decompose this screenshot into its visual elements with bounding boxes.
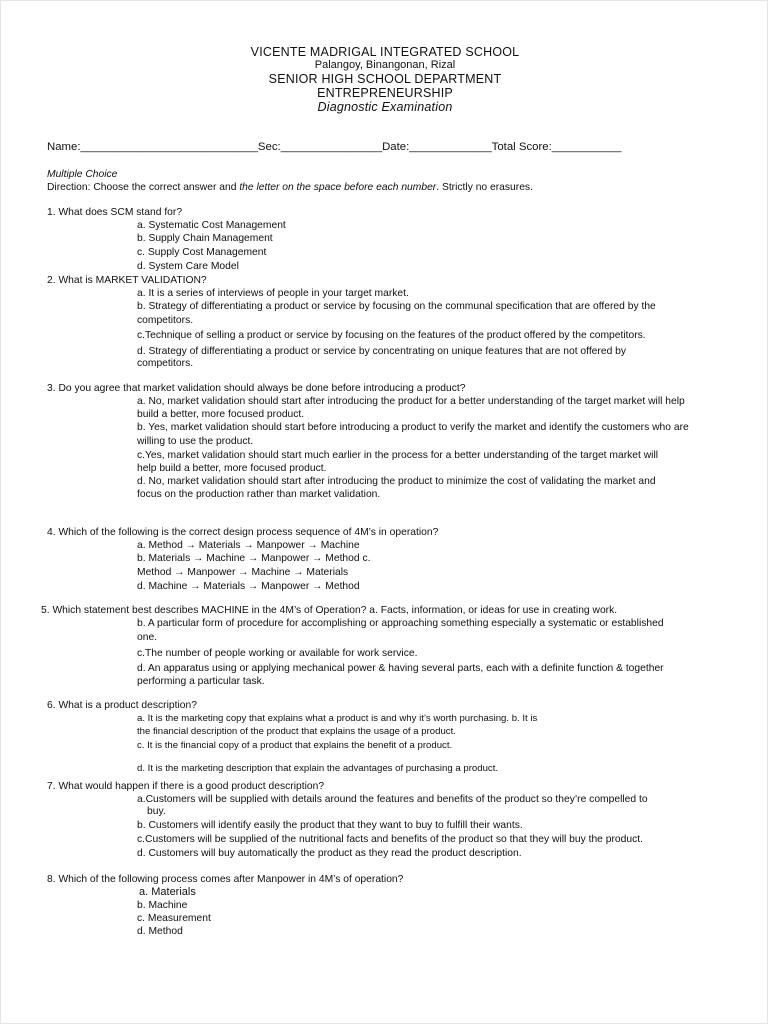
q8-option-c: c. Measurement	[137, 913, 211, 924]
q7-option-a: a.Customers will be supplied with details around the features and benefits of the product so they’re compelled to	[137, 794, 648, 805]
q4-option-d: d. Machine → Materials → Manpower → Method	[137, 581, 360, 592]
q2-option-d-cont: competitors.	[137, 358, 194, 369]
q3-option-a-cont: build a better, more focused product.	[137, 409, 305, 420]
q6-option-c: c. It is the financial copy of a product that explains the benefit of a product.	[137, 740, 453, 751]
q3-option-d-cont: focus on the production rather than market validation.	[137, 489, 381, 500]
q8-option-a: a. Materials	[139, 886, 196, 898]
q3-option-d: d. No, market validation should start after introducing the product to minimize the cost of validating the market and	[137, 476, 656, 487]
department-title: SENIOR HIGH SCHOOL DEPARTMENT	[268, 72, 502, 86]
q6-option-d: d. It is the marketing description that explain the advantages of purchasing a product.	[137, 763, 499, 774]
q3-option-c-cont: help build a better, more focused product.	[137, 463, 327, 474]
q1-option-b: b. Supply Chain Management	[137, 233, 273, 244]
q5-option-b: b. A particular form of procedure for accomplishing or approaching something especially a systematic or established	[137, 618, 664, 629]
q2-option-c: c.Technique of selling a product or service by focusing on the features of the product offered by the competitors.	[137, 330, 646, 341]
q3-option-b: b. Yes, market validation should start before introducing a product to verify the market and identify the customers who are	[137, 422, 689, 433]
q2-option-a: a. It is a series of interviews of people in your target market.	[137, 288, 409, 299]
q5-stem: 5. Which statement best describes MACHINE in the 4M’s of Operation? a. Facts, information, or ideas for use in creating work.	[41, 605, 618, 616]
q5-option-b-cont: one.	[137, 632, 158, 643]
school-name: VICENTE MADRIGAL INTEGRATED SCHOOL	[250, 45, 520, 59]
q2-stem: 2. What is MARKET VALIDATION?	[47, 275, 207, 286]
q1-option-d: d. System Care Model	[137, 261, 239, 272]
q2-option-d: d. Strategy of differentiating a product or service by concentrating on unique features that are not offered by	[137, 346, 627, 357]
q4-option-c: Method → Manpower → Machine → Materials	[137, 567, 349, 578]
q3-stem: 3. Do you agree that market validation should always be done before introducing a product?	[47, 383, 466, 394]
q6-stem: 6. What is a product description?	[47, 700, 197, 711]
q5-option-c: c.The number of people working or available for work service.	[137, 648, 418, 659]
q2-option-b: b. Strategy of differentiating a product or service by focusing on the communal specification that are offered by the	[137, 301, 656, 312]
q8-option-b: b. Machine	[137, 900, 188, 911]
student-fields: Name:____________________________Sec:________________Date:_____________Total Score:___________	[47, 141, 622, 153]
q3-option-b-cont: willing to use the product.	[137, 436, 254, 447]
q7-option-a-cont: buy.	[147, 806, 166, 817]
subject-title: ENTREPRENEURSHIP	[317, 86, 453, 100]
q7-option-b: b. Customers will identify easily the product that they want to buy to fulfill their wants.	[137, 820, 523, 831]
school-address: Palangoy, Binangonan, Rizal	[314, 59, 456, 71]
q3-option-c: c.Yes, market validation should start much earlier in the process for a better understanding of the target market will	[137, 450, 659, 461]
q4-stem: 4. Which of the following is the correct design process sequence of 4M’s in operation?	[47, 527, 439, 538]
q7-option-c: c.Customers will be supplied of the nutritional facts and benefits of the product so that they will buy the product.	[137, 834, 643, 845]
q1-stem: 1. What does SCM stand for?	[47, 207, 183, 218]
q8-stem: 8. Which of the following process comes after Manpower in 4M’s of operation?	[47, 874, 404, 885]
q1-option-a: a. Systematic Cost Management	[137, 220, 286, 231]
q5-option-d-cont: performing a particular task.	[137, 676, 265, 687]
q6-option-a: a. It is the marketing copy that explains what a product is and why it’s worth purchasing. b. It is	[137, 713, 538, 724]
q4-option-a: a. Method → Materials → Manpower → Machine	[137, 540, 360, 551]
q7-option-d: d. Customers will buy automatically the product as they read the product description.	[137, 848, 522, 859]
q1-option-c: c. Supply Cost Management	[137, 247, 267, 258]
exam-title: Diagnostic Examination	[317, 100, 453, 114]
q5-option-d: d. An apparatus using or applying mechanical power & having several parts, each with a definite function & together	[137, 663, 664, 674]
directions: Direction: Choose the correct answer and the letter on the space before each number. Strictly no erasures.	[47, 182, 533, 193]
q4-option-b: b. Materials → Machine → Manpower → Method c.	[137, 553, 371, 564]
q3-option-a: a. No, market validation should start after introducing the product for a better understanding of the target market will help	[137, 396, 685, 407]
test-type: Multiple Choice	[47, 169, 118, 180]
q6-option-b: the financial description of the product that explains the usage of a product.	[137, 726, 456, 737]
q2-option-b-cont: competitors.	[137, 315, 194, 326]
q7-stem: 7. What would happen if there is a good product description?	[47, 781, 325, 792]
q8-option-d: d. Method	[137, 926, 183, 937]
